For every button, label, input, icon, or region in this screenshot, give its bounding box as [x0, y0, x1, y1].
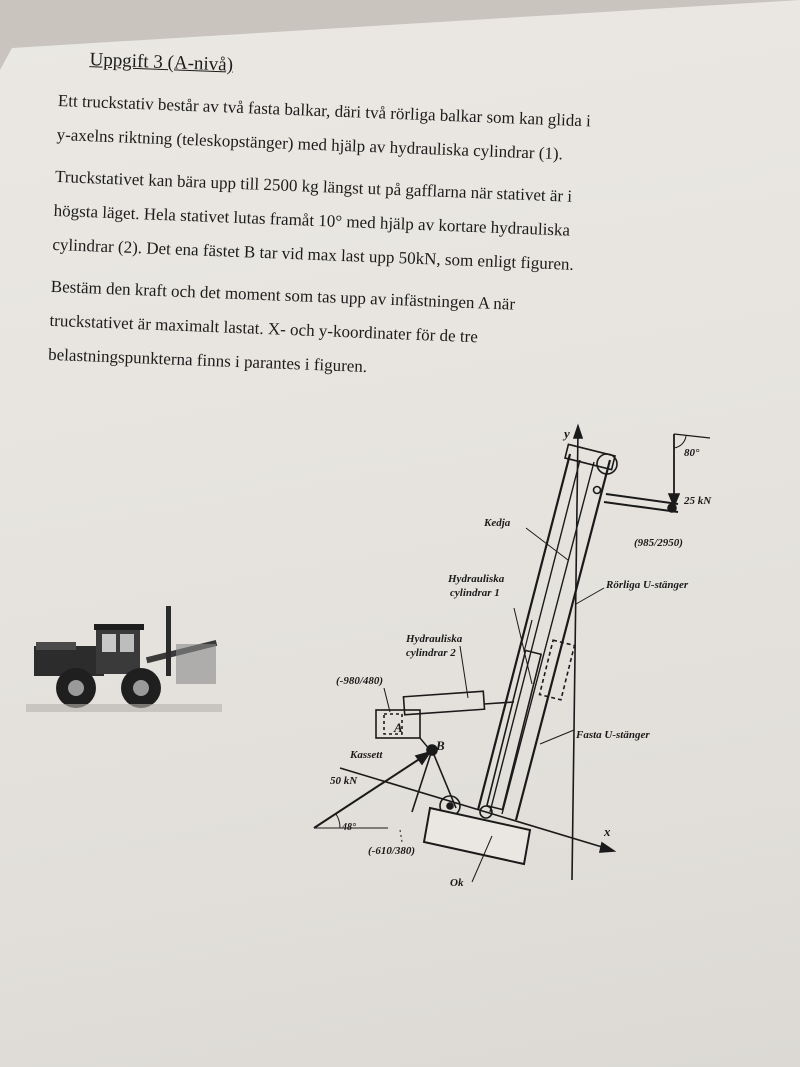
- ok-base: [424, 808, 530, 864]
- leader-a: [384, 688, 390, 712]
- leader-coord-b: [400, 830, 402, 842]
- hydr1-label-line1: Hydrauliska: [448, 573, 505, 585]
- point-a-label: A: [394, 720, 403, 735]
- kedja-label: Kedja: [484, 517, 511, 529]
- moving-rail-right: [502, 462, 594, 814]
- x-axis-label: x: [604, 824, 611, 839]
- problem-text: [47, 48, 709, 405]
- tractor-illustration: [26, 604, 222, 716]
- moving-rail-left: [490, 460, 580, 812]
- text-line: truckstativet är maximalt lastat. X- och y-koordinater för de tre: [49, 310, 479, 347]
- ok-label: Ok: [450, 877, 464, 889]
- angle-arc-b: [336, 814, 340, 828]
- text-line: Ett truckstativ består av två fasta balkar, däri två rörliga balkar som kan glida i: [57, 90, 592, 131]
- text-line: Bestäm den kraft och det moment som tas upp av infästningen A när: [50, 276, 516, 314]
- text-line: cylindrar (2). Det ena fästet B tar vid max last upp 50kN, som enligt figuren.: [52, 234, 575, 274]
- fork-pin: [594, 487, 601, 494]
- mast-diagram: [300, 420, 730, 900]
- leader-rorliga: [576, 588, 604, 604]
- fixed-rail-right: [516, 460, 610, 820]
- coord-b-label: (-610/380): [368, 845, 416, 857]
- leader-fasta: [540, 730, 574, 744]
- fasta-label: Fasta U-stänger: [576, 729, 650, 741]
- leader-hydr1: [514, 608, 532, 684]
- paragraph-2: [52, 160, 705, 287]
- angle-48-label: 48°: [342, 822, 356, 833]
- fork-arm-bottom: [604, 502, 678, 512]
- load-arrow-b: [314, 756, 424, 828]
- text-line: belastningspunkterna finns i parantes i figuren.: [47, 344, 368, 377]
- reference-line-top: [674, 434, 710, 438]
- hydr1-label-line2: cylindrar 1: [450, 587, 500, 599]
- fork-arm-top: [606, 494, 678, 504]
- leader-hydr2: [460, 646, 468, 698]
- text-line: Truckstativet kan bära upp till 2500 kg längst ut på gafflarna när stativet är i: [54, 166, 573, 206]
- y-axis-label: y: [564, 426, 570, 441]
- text-line: högsta läget. Hela stativet lutas framåt 10° med hjälp av kortare hydrauliska: [53, 200, 571, 240]
- hydr2-label-line2: cylindrar 2: [406, 647, 456, 659]
- coord-a-label: (-980/480): [336, 675, 384, 687]
- problem-heading: Uppgift 3 (A-nivå): [89, 49, 234, 76]
- paragraph-3: [48, 270, 701, 397]
- load-50kn-label: 50 kN: [330, 775, 358, 787]
- hydraulic-cylinder-2: [403, 691, 484, 715]
- text-line: y-axelns riktning (teleskopstänger) med hjälp av hydrauliska cylindrar (1).: [56, 124, 564, 164]
- y-axis-arrow: [574, 426, 582, 438]
- fixed-rail-left: [478, 454, 570, 810]
- kassett-label: Kassett: [350, 749, 383, 761]
- x-axis-arrow: [600, 843, 614, 852]
- angle-80-label: 80°: [684, 447, 700, 459]
- rorliga-label: Rörliga U-stänger: [606, 579, 689, 591]
- point-b-label: B: [436, 738, 445, 753]
- hydr2-label-line1: Hydrauliska: [406, 633, 463, 645]
- load-25kn-label: 25 kN: [684, 495, 712, 507]
- coord-top-label: (985/2950): [634, 537, 683, 549]
